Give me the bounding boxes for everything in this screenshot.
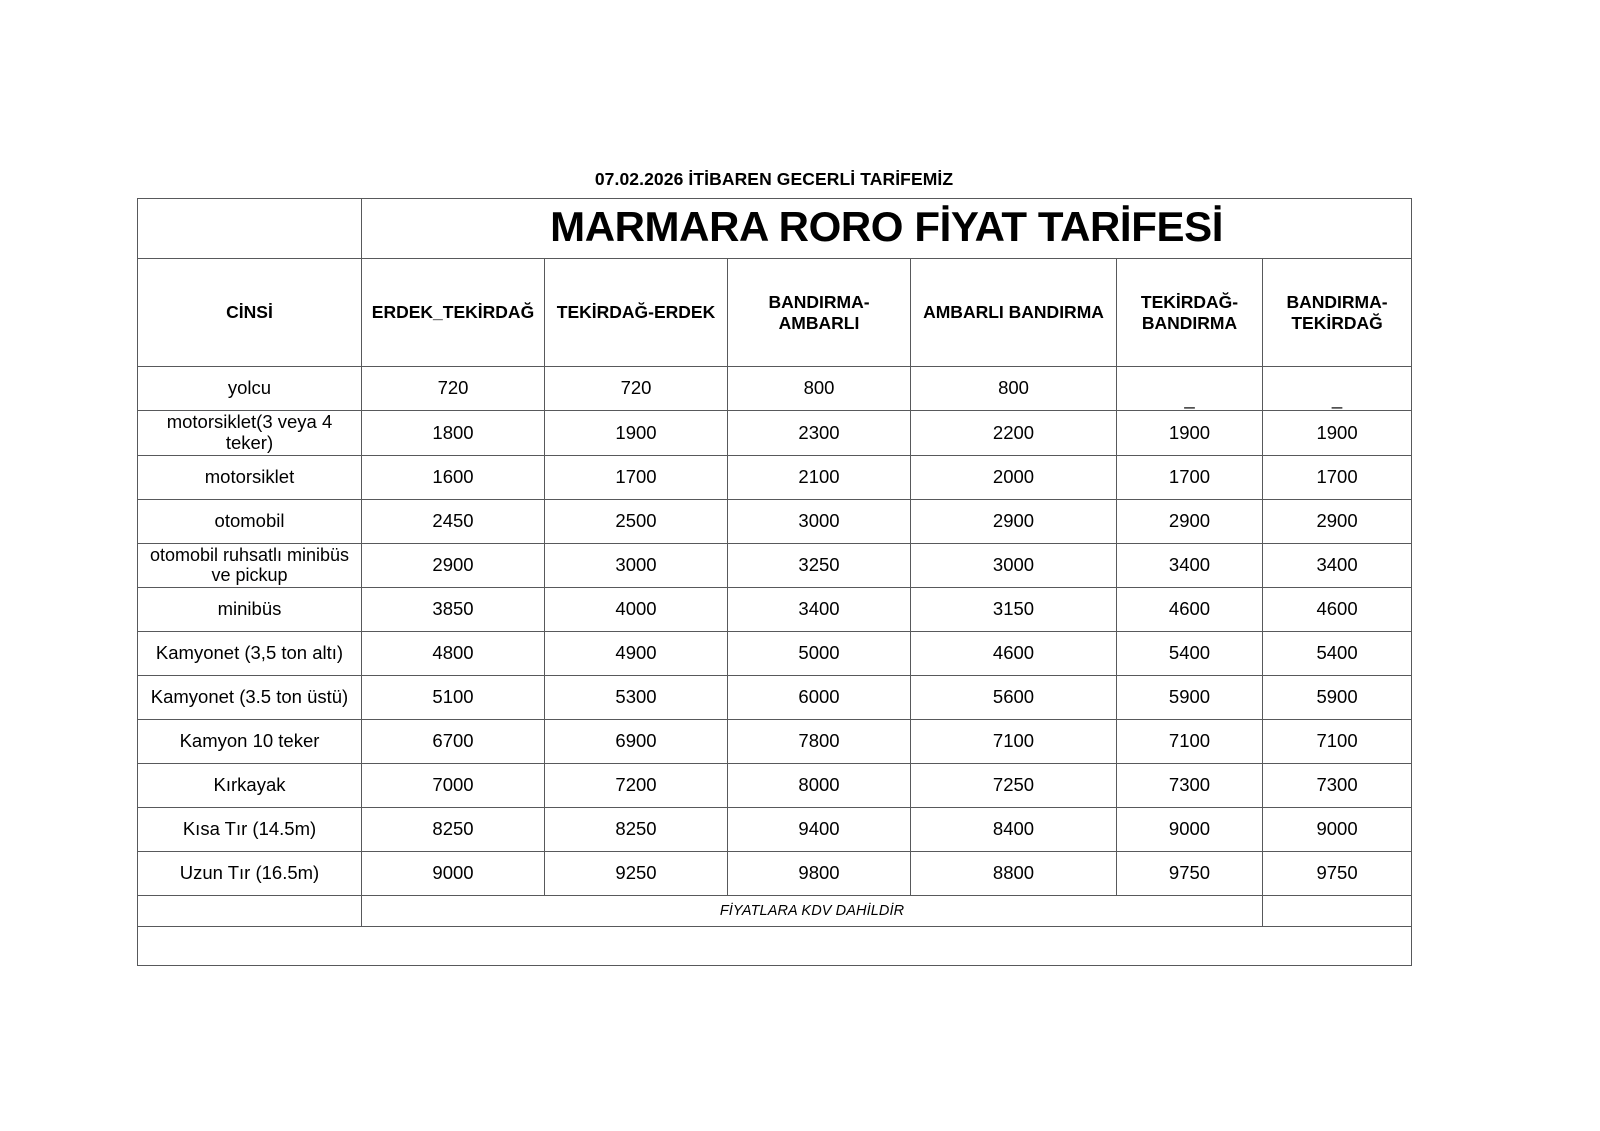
price-cell: 4000 — [545, 587, 728, 631]
price-cell: 4900 — [545, 631, 728, 675]
price-cell: 5000 — [728, 631, 911, 675]
price-cell: 1900 — [1263, 411, 1412, 455]
price-cell: 9000 — [362, 851, 545, 895]
price-cell: 3150 — [911, 587, 1117, 631]
price-cell: 6700 — [362, 719, 545, 763]
price-cell: 1700 — [1263, 455, 1412, 499]
table-row — [138, 851, 1412, 895]
price-cell: 8250 — [545, 807, 728, 851]
price-cell: _ — [1263, 367, 1412, 411]
table-row — [138, 499, 1412, 543]
row-label: Kırkayak — [138, 763, 362, 807]
row-label: Kamyonet (3.5 ton üstü) — [138, 675, 362, 719]
price-cell: 3000 — [545, 543, 728, 587]
column-header-tekirdag-bandirma-line2: BANDIRMA — [1141, 312, 1238, 333]
price-cell: 9000 — [1117, 807, 1263, 851]
price-cell: 2300 — [728, 411, 911, 455]
price-cell: 2200 — [911, 411, 1117, 455]
price-cell: 5400 — [1117, 631, 1263, 675]
price-cell: 7100 — [1263, 719, 1412, 763]
tariff-document — [137, 170, 1411, 966]
price-cell: 1900 — [545, 411, 728, 455]
table-blank-row — [138, 926, 1412, 965]
price-cell: 2000 — [911, 455, 1117, 499]
row-label: Kamyonet (3,5 ton altı) — [138, 631, 362, 675]
table-footer-row — [138, 895, 1412, 926]
price-cell: 3400 — [1263, 543, 1412, 587]
price-cell: 3000 — [911, 543, 1117, 587]
price-cell: 6000 — [728, 675, 911, 719]
price-cell: 5900 — [1117, 675, 1263, 719]
row-label: motorsiklet(3 veya 4 teker) — [138, 411, 362, 455]
table-row — [138, 587, 1412, 631]
price-cell: 7250 — [911, 763, 1117, 807]
price-cell: 5900 — [1263, 675, 1412, 719]
row-label: motorsiklet — [138, 455, 362, 499]
row-label-line1: otomobil ruhsatlı minibüs — [149, 544, 350, 565]
column-header-bandirma-ambarli — [728, 259, 911, 367]
column-header-bandirma-tekirdag-line2: TEKİRDAĞ — [1291, 312, 1383, 333]
table-row — [138, 543, 1412, 587]
price-cell: 720 — [362, 367, 545, 411]
price-cell: 2100 — [728, 455, 911, 499]
column-header-cinsi-label: CİNSİ — [226, 302, 273, 323]
table-row — [138, 807, 1412, 851]
column-header-ambarli-bandirma-line1: AMBARLI BANDIRMA — [923, 302, 1104, 323]
column-header-tekirdag-erdek-line1: TEKİRDAĞ-ERDEK — [556, 302, 716, 323]
price-cell: 7200 — [545, 763, 728, 807]
price-cell: 2900 — [1263, 499, 1412, 543]
price-cell: 9800 — [728, 851, 911, 895]
column-header-erdek-tekirdag-line1: ERDEK_TEKİRDAĞ — [371, 302, 535, 323]
price-cell: 1700 — [1117, 455, 1263, 499]
price-cell: 8250 — [362, 807, 545, 851]
table-title-row — [138, 199, 1412, 259]
table-header-row — [138, 259, 1412, 367]
row-label — [138, 543, 362, 587]
row-label: Kamyon 10 teker — [138, 719, 362, 763]
price-cell: 9000 — [1263, 807, 1412, 851]
effective-date-header: 07.02.2026 İTİBAREN GECERLİ TARİFEMİZ — [594, 169, 954, 189]
row-label: yolcu — [138, 367, 362, 411]
price-cell: 7800 — [728, 719, 911, 763]
price-cell: 9750 — [1263, 851, 1412, 895]
footer-trailing-cell — [1263, 895, 1412, 926]
price-cell: 1700 — [545, 455, 728, 499]
title-row-spacer-cell — [138, 199, 362, 259]
price-cell: 6900 — [545, 719, 728, 763]
price-cell: 2900 — [1117, 499, 1263, 543]
table-row — [138, 455, 1412, 499]
table-row — [138, 411, 1412, 455]
price-cell: 2500 — [545, 499, 728, 543]
price-cell: 8800 — [911, 851, 1117, 895]
vat-included-note: FİYATLARA KDV DAHİLDİR — [362, 895, 1263, 926]
column-header-erdek-tekirdag — [362, 259, 545, 367]
price-cell: 9250 — [545, 851, 728, 895]
column-header-bandirma-ambarli-line1: BANDIRMA- — [768, 292, 870, 313]
price-cell: 4600 — [1117, 587, 1263, 631]
row-label: minibüs — [138, 587, 362, 631]
column-header-cinsi — [138, 259, 362, 367]
price-cell: 5600 — [911, 675, 1117, 719]
column-header-tekirdag-erdek — [545, 259, 728, 367]
price-cell: 8000 — [728, 763, 911, 807]
column-header-tekirdag-bandirma-line1: TEKİRDAĞ- — [1140, 292, 1239, 313]
column-header-bandirma-tekirdag — [1263, 259, 1412, 367]
price-cell: 7100 — [1117, 719, 1263, 763]
price-cell: 5300 — [545, 675, 728, 719]
table-title: MARMARA RORO FİYAT TARİFESİ — [362, 199, 1412, 259]
price-cell: 3850 — [362, 587, 545, 631]
price-cell: 4600 — [911, 631, 1117, 675]
column-header-bandirma-ambarli-line2: AMBARLI — [778, 312, 860, 333]
price-cell: 7300 — [1117, 763, 1263, 807]
price-cell: 2900 — [911, 499, 1117, 543]
price-cell: 800 — [911, 367, 1117, 411]
price-cell: 5100 — [362, 675, 545, 719]
price-cell: 5400 — [1263, 631, 1412, 675]
column-header-tekirdag-bandirma — [1117, 259, 1263, 367]
price-cell: 4600 — [1263, 587, 1412, 631]
row-label: Uzun Tır (16.5m) — [138, 851, 362, 895]
table-row — [138, 763, 1412, 807]
row-label: otomobil — [138, 499, 362, 543]
price-cell: _ — [1117, 367, 1263, 411]
price-cell: 3250 — [728, 543, 911, 587]
price-cell: 7300 — [1263, 763, 1412, 807]
price-cell: 720 — [545, 367, 728, 411]
price-cell: 3000 — [728, 499, 911, 543]
price-cell: 4800 — [362, 631, 545, 675]
footer-spacer-cell — [138, 895, 362, 926]
column-header-bandirma-tekirdag-line1: BANDIRMA- — [1286, 292, 1388, 313]
table-row — [138, 367, 1412, 411]
price-cell: 7000 — [362, 763, 545, 807]
row-label-line2: ve pickup — [211, 565, 288, 586]
table-row — [138, 675, 1412, 719]
price-cell: 9400 — [728, 807, 911, 851]
table-row — [138, 631, 1412, 675]
table-row — [138, 719, 1412, 763]
price-cell: 2900 — [362, 543, 545, 587]
price-cell: 2450 — [362, 499, 545, 543]
price-cell: 9750 — [1117, 851, 1263, 895]
price-cell: 7100 — [911, 719, 1117, 763]
price-cell: 1600 — [362, 455, 545, 499]
price-cell: 8400 — [911, 807, 1117, 851]
blank-cell — [138, 926, 1412, 965]
column-header-ambarli-bandirma — [911, 259, 1117, 367]
price-tariff-table — [137, 198, 1412, 965]
price-cell: 800 — [728, 367, 911, 411]
price-cell: 1900 — [1117, 411, 1263, 455]
price-cell: 1800 — [362, 411, 545, 455]
price-cell: 3400 — [728, 587, 911, 631]
row-label: Kısa Tır (14.5m) — [138, 807, 362, 851]
price-cell: 3400 — [1117, 543, 1263, 587]
